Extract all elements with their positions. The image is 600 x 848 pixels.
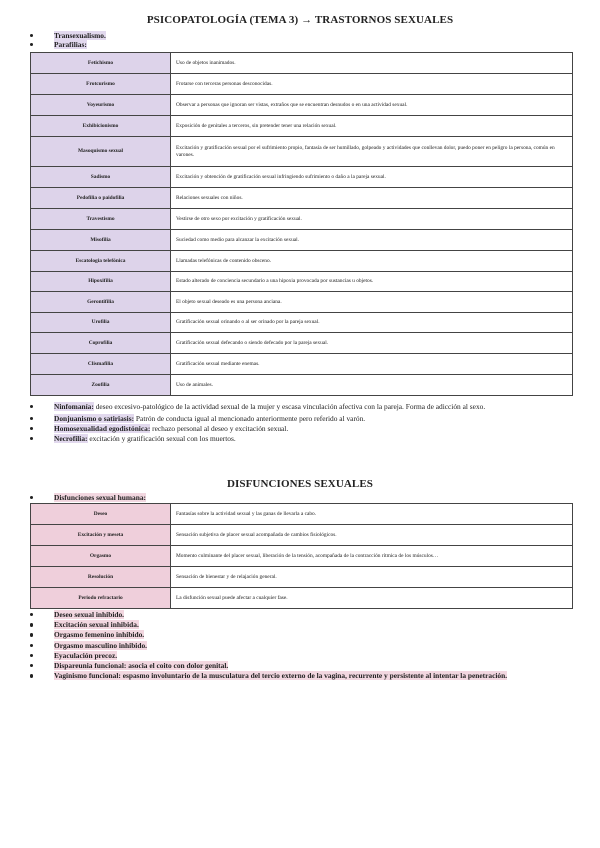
table-row [31,504,573,525]
mid-bullet-list [22,402,600,444]
list-item [22,402,600,412]
term-cell: Hipoxifilia [31,272,171,292]
definition-cell: Relaciones sexuales con niños. [171,188,573,209]
term-cell: Frotcurismo [31,74,171,95]
table-row [31,230,573,251]
list-item: Parafilias: [22,40,582,49]
definition-cell: Exposición de genitales a terceros, sin pretender tener una relación sexual. [171,116,573,137]
table-row [31,375,573,396]
term-cell: Pedofilia o paidofilia [31,188,171,209]
definition-cell: Uso de animales. [171,375,573,396]
disf-heading-list [22,493,582,502]
term-cell: Travestismo [31,209,171,230]
bullet-term: Homosexualidad egodistónica: [54,424,151,433]
bullet-text: excitación y gratificación sexual con los muertos. [87,434,236,443]
bullet-term: Ninfomanía: [54,402,94,411]
table-row [31,251,573,272]
parafilias-table [30,52,573,396]
table-row [31,137,573,167]
table-row [31,567,573,588]
bullet-text: Orgasmo femenino inhibido. [54,630,145,640]
term-cell: Zoofilia [31,375,171,396]
table-row [31,525,573,546]
table-row [31,354,573,375]
table-row [31,74,573,95]
term-cell: Masoquismo sexual [31,137,171,167]
definition-cell: Gratificación sexual defecando o siendo defecado por la pareja sexual. [171,333,573,354]
page-title: PSICOPATOLOGÍA (TEMA 3) → TRASTORNOS SEXUALES [146,14,454,26]
definition-cell: Observar a personas que ignoran ser vistas, extraños que se encuentran desnudos o en una actividad sexual. [171,95,573,116]
bullet-text: Eyaculación precoz. [54,650,118,660]
table-row [31,546,573,567]
table-row [31,292,573,313]
list-item [22,414,600,424]
term-cell: Voyeurismo [31,95,171,116]
bullet-text: Deseo sexual inhibido. [54,610,125,619]
definition-cell: Sensación subjetiva de placer sexual acompañada de cambios fisiológicos. [171,525,573,546]
term-cell: Excitación y meseta [31,525,171,546]
definition-cell: Vestirse de otro sexo por excitación y gratificación sexual. [171,209,573,230]
definition-cell: Suciedad como medio para alcanzar la excitación sexual. [171,230,573,251]
bullet-text: Orgasmo masculino inhibido. [54,640,148,650]
table-row [31,272,573,292]
bullet-term: Necrofilia: [54,434,88,443]
definition-cell: Sensación de bienestar y de relajación general. [171,567,573,588]
definition-cell: Momento culminante del placer sexual, liberación de la tensión, acompañada de la contracción rítmica de los músculos… [171,546,573,567]
term-cell: Resolución [31,567,171,588]
definition-cell: Excitación y gratificación sexual por el sufrimiento propio, fantasía de ser humillado, golpeado y actividades que conllevan dolor, puedo poner en peligro la persona, común en varones. [171,137,573,167]
table-row [31,209,573,230]
bullet-text: Excitación sexual inhibida. [54,620,139,630]
bullet-text: deseo excesivo-patológico de la actividad sexual de la mujer y escasa vinculación afectiva con la pareja. Forma de adicción al sexo. [93,402,486,411]
term-cell: Sadismo [31,167,171,188]
list-item [22,630,600,640]
term-cell: Gerontifilia [31,292,171,313]
top-bullet-list [22,31,582,49]
definition-cell: Estado alterado de conciencia secundario a una hipoxia provocada por sustancias u objetos. [171,272,573,292]
term-cell: Deseo [31,504,171,525]
term-cell: Misofilia [31,230,171,251]
term-cell: Clismafilia [31,354,171,375]
definition-cell: La disfunción sexual puede afectar a cualquier fase. [171,588,573,609]
list-item [22,424,600,434]
definition-cell: Llamadas telefónicas de contenido obsceno. [171,251,573,272]
table-row [31,95,573,116]
term-cell: Coprofilia [31,333,171,354]
definition-cell: El objeto sexual deseado es una persona anciana. [171,292,573,313]
section-title-disfunciones: DISFUNCIONES SEXUALES [226,478,374,490]
list-item [22,434,600,444]
table-row [31,116,573,137]
list-item [22,610,600,620]
table-row [31,167,573,188]
table-row [31,333,573,354]
term-cell: Escatologia telefónica [31,251,171,272]
term-cell: Urofilia [31,313,171,333]
list-item [22,661,600,671]
list-item [22,671,600,681]
table-row [31,188,573,209]
definition-cell: Uso de objetos inanimados. [171,53,573,74]
table-row [31,313,573,333]
definition-cell: Gratificación sexual orinando o al ser orinado por la pareja sexual. [171,313,573,333]
term-cell: Exhibicionismo [31,116,171,137]
definition-cell: Fantasías sobre la actividad sexual y las ganas de llevarla a cabo. [171,504,573,525]
term-cell: Periodo refractario [31,588,171,609]
list-item [22,620,600,630]
definition-cell: Excitación y obtención de gratificación sexual infringiendo sufrimiento o daño a la pareja sexual. [171,167,573,188]
bullet-term: Donjuanismo o satiriasis: [54,414,135,423]
list-item: Disfunciones sexual humana: [22,493,582,502]
bottom-bullet-list [22,610,600,681]
term-cell: Orgasmo [31,546,171,567]
bullet-text: Patrón de conducta igual al mencionado anteriormente pero referido al varón. [134,414,366,423]
definition-cell: Gratificación sexual mediante enemas. [171,354,573,375]
bullet-text: rechazo personal al deseo y excitación sexual. [150,424,289,433]
table-row [31,53,573,74]
list-item [22,651,600,661]
term-cell: Fetichismo [31,53,171,74]
list-item [22,641,600,651]
fases-table [30,503,573,609]
table-row [31,588,573,609]
definition-cell: Frotarse con terceras personas desconocidas. [171,74,573,95]
bullet-text: Vaginismo funcional: espasmo involuntario de la musculatura del tercio externo de la vagina, recurrente y persistente al intentar la penetración. [54,671,508,681]
list-item: Transexualismo. [22,31,582,40]
bullet-text: Dispareunia funcional: asocia el coito con dolor genital. [54,661,229,671]
